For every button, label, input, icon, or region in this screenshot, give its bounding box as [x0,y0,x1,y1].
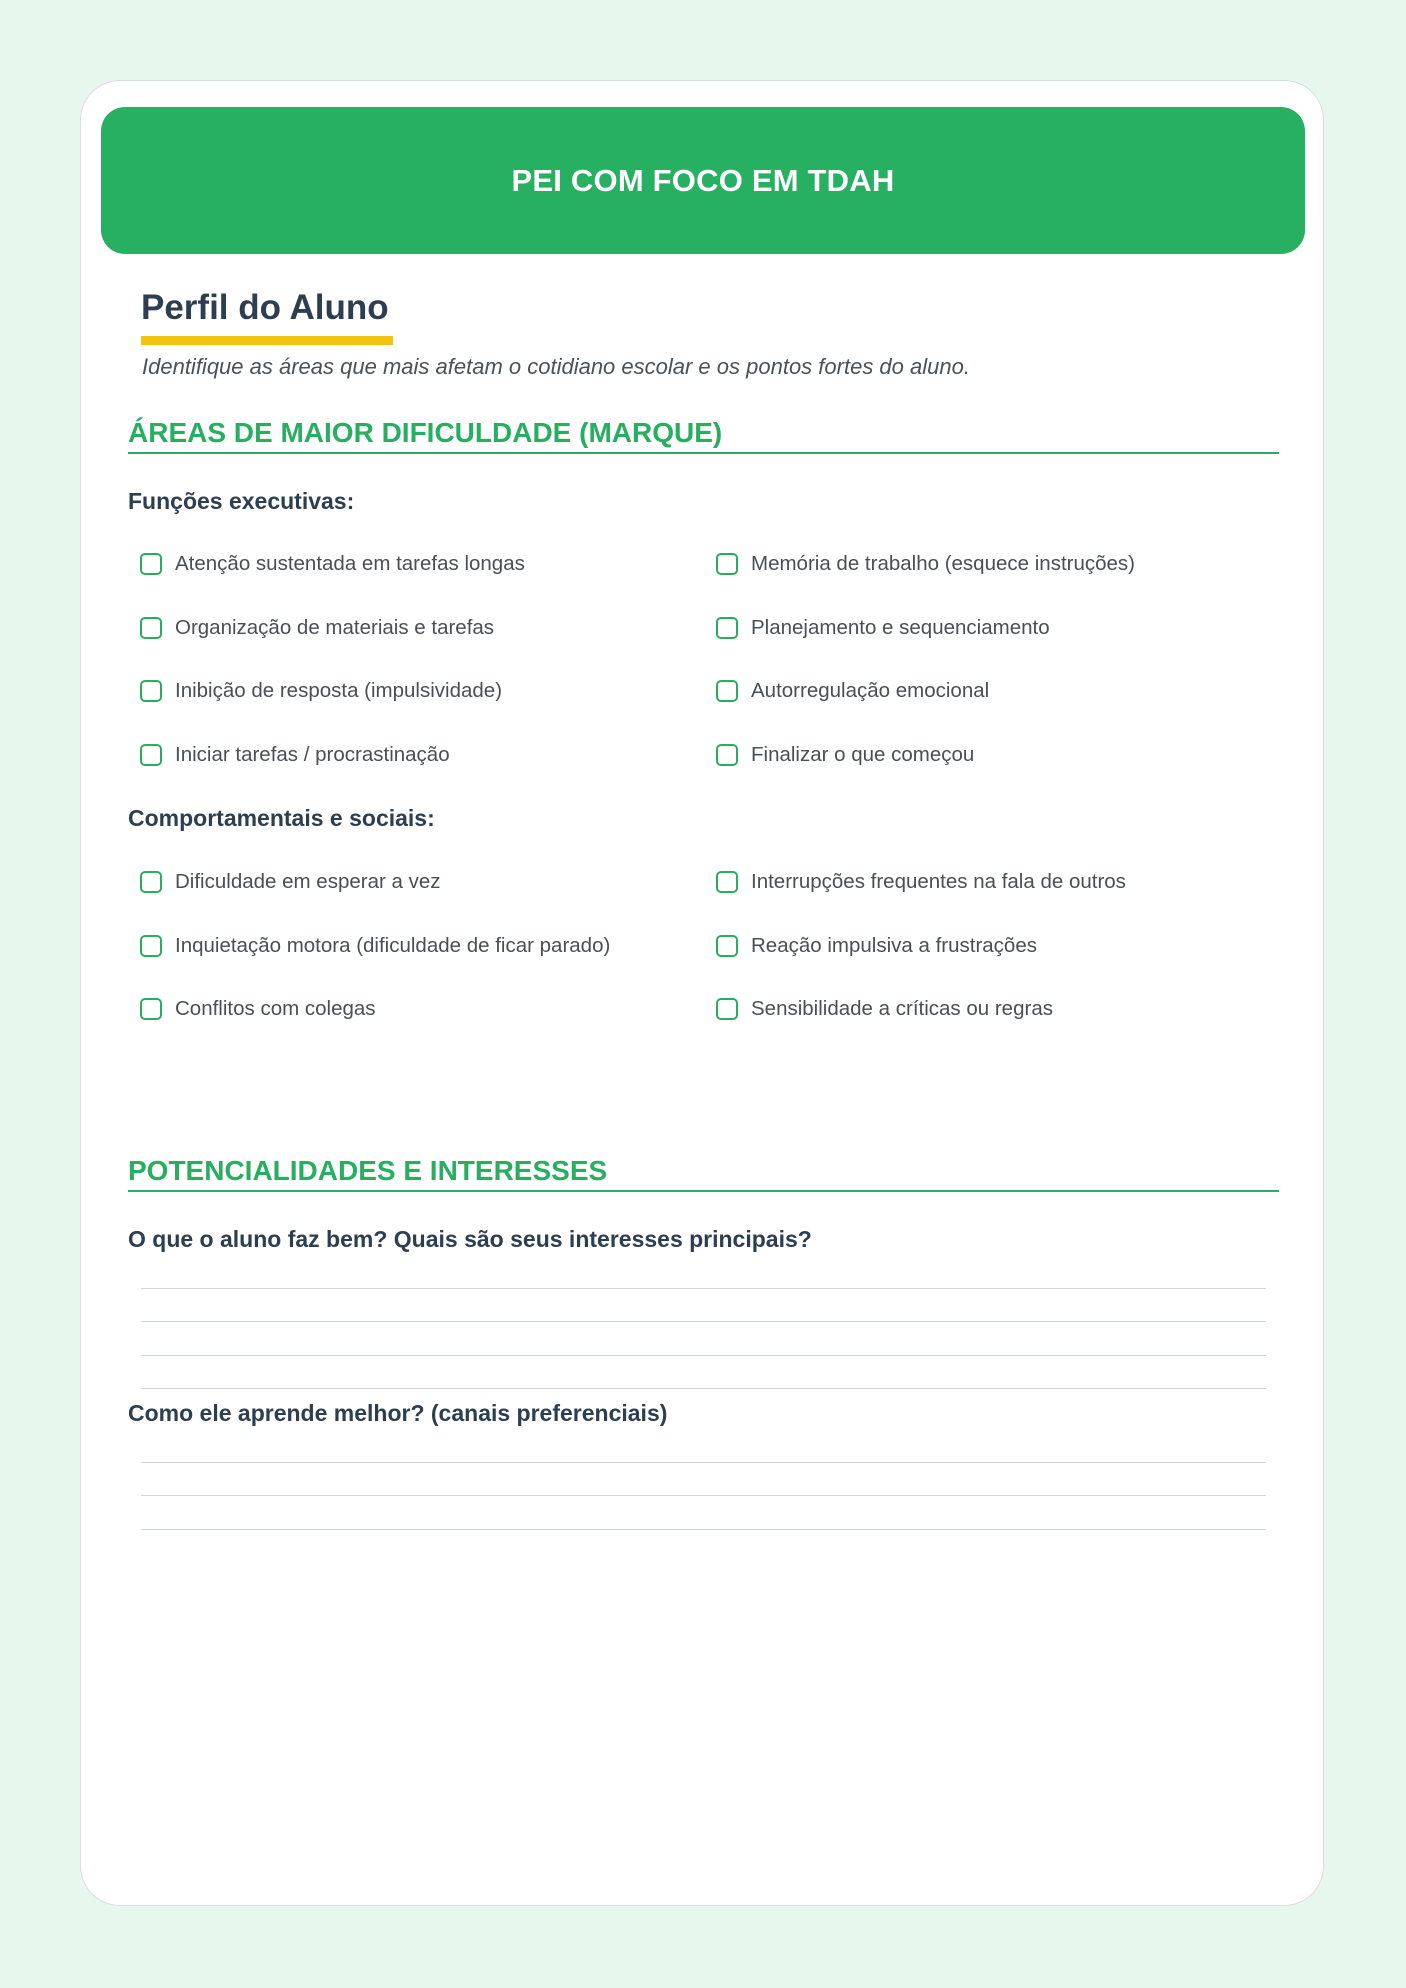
checkbox[interactable] [140,680,162,702]
checklist-item[interactable] [716,932,1037,960]
checklist-item[interactable] [716,550,1135,578]
checkbox-label: Conflitos com colegas [175,997,376,1020]
answer-line[interactable] [141,1529,1266,1530]
answer-line[interactable] [141,1321,1266,1322]
checklist-item[interactable] [140,677,502,705]
checklist-item[interactable] [140,868,441,896]
checkbox-label: Planejamento e sequenciamento [751,616,1050,639]
answer-line[interactable] [141,1462,1266,1463]
answer-line[interactable] [141,1288,1266,1289]
document-title: PEI COM FOCO EM TDAH [511,162,895,198]
checkbox[interactable] [716,871,738,893]
checkbox-label: Reação impulsiva a frustrações [751,934,1037,957]
checkbox[interactable] [716,617,738,639]
difficulties-heading: ÁREAS DE MAIOR DIFICULDADE (MARQUE) [128,416,1279,454]
checklist-item[interactable] [716,677,989,705]
header-banner [101,107,1305,254]
checkbox[interactable] [716,935,738,957]
group-title-behavioral: Comportamentais e sociais: [128,805,435,831]
question-strengths: O que o aluno faz bem? Quais são seus interesses principais? [128,1226,812,1252]
checkbox[interactable] [140,744,162,766]
checkbox[interactable] [716,553,738,575]
document-card [80,80,1324,1906]
strengths-heading: POTENCIALIDADES E INTERESSES [128,1154,1279,1192]
checkbox-label: Memória de trabalho (esquece instruções) [751,552,1135,575]
answer-line[interactable] [141,1388,1266,1389]
checkbox-label: Finalizar o que começou [751,743,975,766]
question-learning: Como ele aprende melhor? (canais preferenciais) [128,1400,668,1426]
checklist-item[interactable] [716,868,1126,896]
checkbox[interactable] [140,871,162,893]
profile-title-underline [141,336,393,345]
checklist-item[interactable] [140,932,610,960]
answer-line[interactable] [141,1495,1266,1496]
checklist-item[interactable] [140,995,376,1023]
checkbox-label: Inquietação motora (dificuldade de ficar parado) [175,934,611,957]
checkbox-label: Sensibilidade a críticas ou regras [751,997,1053,1020]
checkbox-label: Organização de materiais e tarefas [175,616,495,639]
checklist-item[interactable] [716,995,1053,1023]
checkbox[interactable] [140,617,162,639]
checkbox-label: Dificuldade em esperar a vez [175,870,441,893]
answer-line[interactable] [141,1355,1266,1356]
checkbox-label: Autorregulação emocional [751,679,990,702]
profile-subtitle: Identifique as áreas que mais afetam o cotidiano escolar e os pontos fortes do aluno. [142,354,970,379]
checklist-item[interactable] [140,550,525,578]
checkbox-label: Atenção sustentada em tarefas longas [175,552,525,575]
checkbox[interactable] [140,553,162,575]
checkbox-label: Interrupções frequentes na fala de outros [751,870,1126,893]
checklist-item[interactable] [140,614,494,642]
checklist-item[interactable] [140,741,450,769]
checkbox[interactable] [140,998,162,1020]
checkbox[interactable] [716,744,738,766]
checkbox[interactable] [716,998,738,1020]
checkbox[interactable] [716,680,738,702]
checkbox-label: Inibição de resposta (impulsividade) [175,679,503,702]
checkbox[interactable] [140,935,162,957]
checklist-item[interactable] [716,741,974,769]
checkbox-label: Iniciar tarefas / procrastinação [175,743,450,766]
group-title-executive: Funções executivas: [128,488,355,514]
profile-title: Perfil do Aluno [141,288,389,327]
checklist-item[interactable] [716,614,1050,642]
